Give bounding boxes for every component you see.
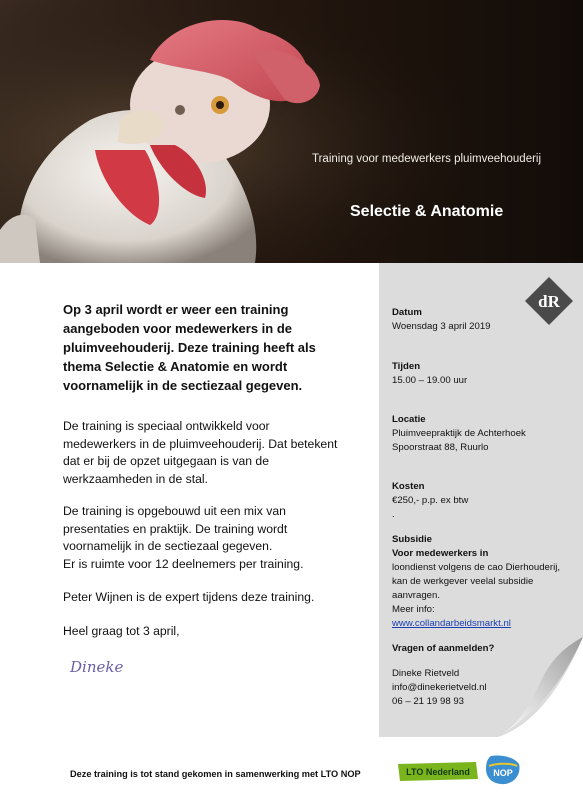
locatie-heading: Locatie [392, 414, 426, 425]
paragraph-1: De training is speciaal ontwikkeld voor medewerkers in de pluimveehouderij. Dat betekent dat er bij de opzet uitgegaan is van de werkzaamheden in de stal. [63, 419, 338, 486]
paragraph-4: Heel graag tot 3 april, [63, 624, 180, 638]
tijden-heading: Tijden [392, 361, 421, 372]
contact-block [392, 642, 494, 709]
paragraph-2 [63, 503, 338, 573]
subsidie-block [392, 533, 570, 631]
chicken-photo [0, 0, 583, 263]
kosten-heading: Kosten [392, 481, 425, 492]
dr-logo-text: dR [538, 292, 560, 311]
kosten-value: €250,- p.p. ex btw [392, 495, 469, 506]
hero-subtitle: Training voor medewerkers pluimveehouderij [312, 153, 542, 165]
datum-value: Woensdag 3 april 2019 [392, 321, 491, 332]
contact-phone: 06 – 21 19 98 93 [392, 696, 465, 707]
contact-email[interactable]: info@dinekerietveld.nl [392, 682, 487, 693]
subsidie-more: Meer info: [392, 604, 435, 615]
nop-logo-text: NOP [493, 768, 513, 778]
lto-logo-text: LTO Nederland [406, 767, 470, 777]
datum-block [392, 306, 491, 334]
handwritten-signature [68, 652, 148, 680]
locatie-block [392, 413, 526, 455]
dr-logo [524, 276, 574, 326]
tijden-block [392, 360, 467, 388]
svg-text:Dineke: Dineke [70, 658, 124, 676]
footer-text: Deze training is tot stand gekomen in samenwerking met LTO NOP [70, 769, 361, 779]
tijden-value: 15.00 – 19.00 uur [392, 375, 468, 386]
contact-heading: Vragen of aanmelden? [392, 643, 495, 654]
paragraph-3: Peter Wijnen is de expert tijdens deze training. [63, 590, 315, 604]
paragraph-2b: Er is ruimte voor 12 deelnemers per training. [63, 556, 304, 571]
subsidie-bold: Voor medewerkers in [392, 548, 489, 559]
locatie-line1: Pluimveepraktijk de Achterhoek [392, 428, 526, 439]
kosten-block [392, 480, 468, 522]
subsidie-link[interactable]: www.collandarbeidsmarkt.nl [392, 618, 511, 629]
hero-title: Selectie & Anatomie [350, 203, 504, 220]
intro-text: Op 3 april wordt er weer een training aangeboden voor medewerkers in de pluimveehouderij. Deze training heeft als thema Selectie & Anatomie en wordt voornamelijk in de sectiezaal gegeven. [63, 302, 316, 393]
lto-nederland-logo [396, 760, 480, 782]
contact-name: Dineke Rietveld [392, 668, 460, 679]
subsidie-heading: Subsidie [392, 534, 432, 545]
locatie-line2: Spoorstraat 88, Ruurlo [392, 442, 489, 453]
datum-heading: Datum [392, 307, 422, 318]
kosten-dot: . [392, 509, 395, 520]
paragraph-2a: De training is opgebouwd uit een mix van presentaties en praktijk. De training wordt voornamelijk in de sectiezaal gegeven. [63, 504, 288, 553]
subsidie-text: loondienst volgens de cao Dierhouderij, kan de werkgever veelal subsidie aanvragen. [392, 562, 560, 601]
nop-logo [483, 754, 523, 786]
hero-banner [0, 0, 583, 263]
